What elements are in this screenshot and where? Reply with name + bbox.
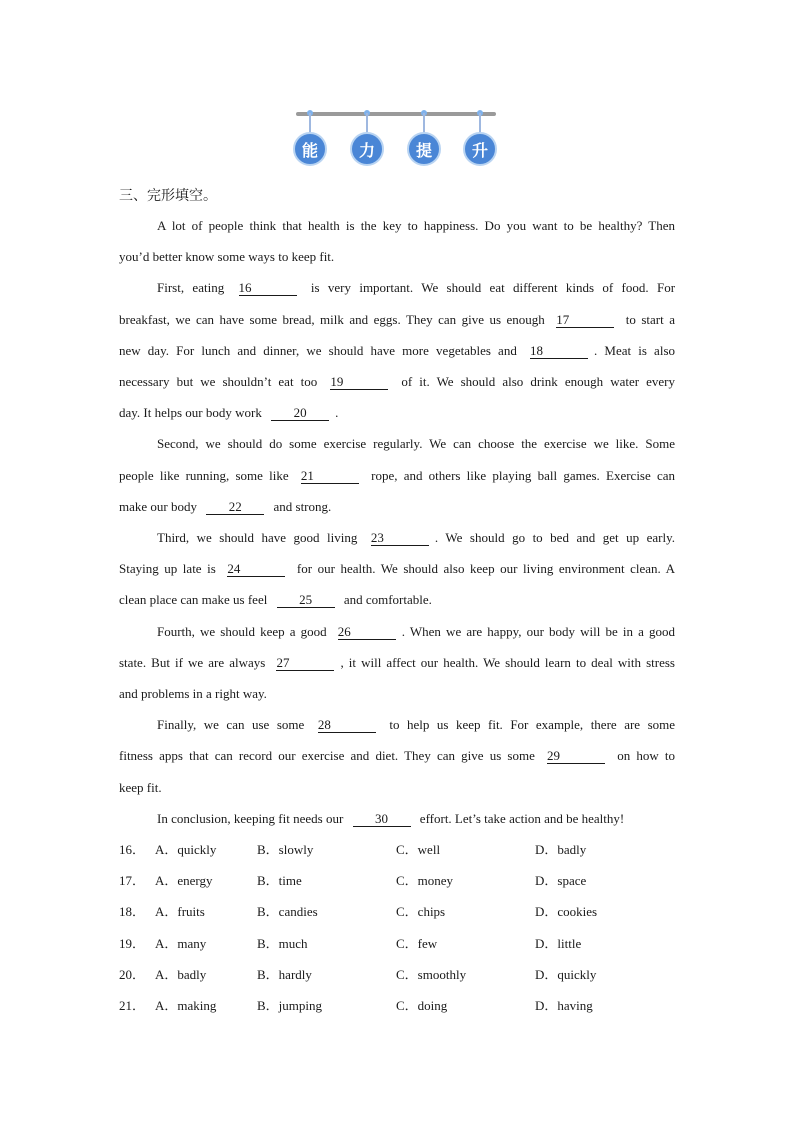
blank-16[interactable]: 16 bbox=[239, 281, 297, 296]
option-d[interactable]: D．badly bbox=[535, 842, 587, 857]
banner-char: 提 bbox=[407, 132, 441, 166]
option-b[interactable]: B．slowly bbox=[257, 842, 314, 857]
banner-char: 力 bbox=[350, 132, 384, 166]
question-number: 16． bbox=[119, 842, 146, 857]
option-a[interactable]: A．badly bbox=[155, 967, 207, 982]
option-b[interactable]: B．much bbox=[257, 936, 308, 951]
passage-line: make our body 22 and strong. bbox=[119, 499, 332, 514]
blank-29[interactable]: 29 bbox=[547, 749, 605, 764]
option-d[interactable]: D．space bbox=[535, 873, 587, 888]
option-b[interactable]: B．candies bbox=[257, 904, 318, 919]
banner-char: 能 bbox=[293, 132, 327, 166]
passage-line: new day. For lunch and dinner, we should have more vegetables and 18 . Meat is also bbox=[119, 343, 676, 358]
option-c[interactable]: C．few bbox=[396, 936, 438, 951]
option-d[interactable]: D．little bbox=[535, 936, 582, 951]
option-d[interactable]: D．having bbox=[535, 998, 593, 1013]
blank-24[interactable]: 24 bbox=[227, 562, 285, 577]
option-a[interactable]: A．fruits bbox=[155, 904, 205, 919]
section-banner bbox=[292, 110, 498, 170]
option-b[interactable]: B．hardly bbox=[257, 967, 312, 982]
passage-line: people like running, some like 21 rope, and others like playing ball games. Exercise can bbox=[119, 468, 676, 483]
question-number: 21． bbox=[119, 998, 146, 1013]
option-b[interactable]: B．time bbox=[257, 873, 302, 888]
blank-25[interactable]: 25 bbox=[277, 593, 335, 608]
passage-line: A lot of people think that health is the key to happiness. Do you want to be healthy? Then bbox=[157, 218, 675, 233]
passage-line: First, eating 16 is very important. We should eat different kinds of food. For bbox=[157, 280, 676, 295]
option-c[interactable]: C．well bbox=[396, 842, 441, 857]
question-number: 18． bbox=[119, 904, 146, 919]
blank-27[interactable]: 27 bbox=[276, 656, 334, 671]
passage-line: necessary but we shouldn’t eat too 19 of it. We should also drink enough water every bbox=[119, 374, 675, 389]
option-a[interactable]: A．energy bbox=[155, 873, 213, 888]
question-number: 20． bbox=[119, 967, 146, 982]
blank-19[interactable]: 19 bbox=[330, 375, 388, 390]
passage-line: breakfast, we can have some bread, milk and eggs. They can give us enough 17 to start a bbox=[119, 312, 676, 327]
passage-line: keep fit. bbox=[119, 780, 162, 795]
passage-line: Second, we should do some exercise regularly. We can choose the exercise we like. Some bbox=[157, 436, 675, 451]
question-number: 17． bbox=[119, 873, 146, 888]
passage-line: fitness apps that can record our exercise and diet. They can give us some 29 on how to bbox=[119, 748, 676, 763]
passage-line: Finally, we can use some 28 to help us keep fit. For example, there are some bbox=[157, 717, 676, 732]
passage-line: and problems in a right way. bbox=[119, 686, 267, 701]
banner-bar bbox=[296, 112, 496, 116]
passage-line: state. But if we are always 27 , it will affect our health. We should learn to deal with stress bbox=[119, 655, 675, 670]
option-a[interactable]: A．making bbox=[155, 998, 217, 1013]
blank-23[interactable]: 23 bbox=[371, 531, 429, 546]
option-a[interactable]: A．many bbox=[155, 936, 207, 951]
passage-line: Staying up late is 24 for our health. We should also keep our living environment clean. A bbox=[119, 561, 675, 576]
blank-26[interactable]: 26 bbox=[338, 625, 396, 640]
passage-line: In conclusion, keeping fit needs our 30 effort. Let’s take action and be healthy! bbox=[157, 811, 625, 826]
question-number: 19． bbox=[119, 936, 146, 951]
blank-17[interactable]: 17 bbox=[556, 313, 614, 328]
blank-21[interactable]: 21 bbox=[301, 469, 359, 484]
section-heading: 三、完形填空。 bbox=[119, 188, 217, 204]
passage-line: Third, we should have good living 23 . We should go to bed and get up early. bbox=[157, 530, 676, 545]
passage-line: clean place can make us feel 25 and comfortable. bbox=[119, 592, 432, 607]
banner-char: 升 bbox=[463, 132, 497, 166]
passage-line: Fourth, we should keep a good 26 . When we are happy, our body will be in a good bbox=[157, 624, 676, 639]
option-c[interactable]: C．money bbox=[396, 873, 454, 888]
passage-line: you’d better know some ways to keep fit. bbox=[119, 249, 335, 264]
option-d[interactable]: D．quickly bbox=[535, 967, 597, 982]
blank-22[interactable]: 22 bbox=[206, 500, 264, 515]
blank-18[interactable]: 18 bbox=[530, 344, 588, 359]
option-d[interactable]: D．cookies bbox=[535, 904, 598, 919]
blank-28[interactable]: 28 bbox=[318, 718, 376, 733]
option-c[interactable]: C．chips bbox=[396, 904, 446, 919]
option-c[interactable]: C．smoothly bbox=[396, 967, 467, 982]
blank-20[interactable]: 20 bbox=[271, 406, 329, 421]
option-a[interactable]: A．quickly bbox=[155, 842, 217, 857]
option-c[interactable]: C．doing bbox=[396, 998, 448, 1013]
passage-line: day. It helps our body work 20 . bbox=[119, 405, 339, 420]
option-b[interactable]: B．jumping bbox=[257, 998, 323, 1013]
blank-30[interactable]: 30 bbox=[353, 812, 411, 827]
